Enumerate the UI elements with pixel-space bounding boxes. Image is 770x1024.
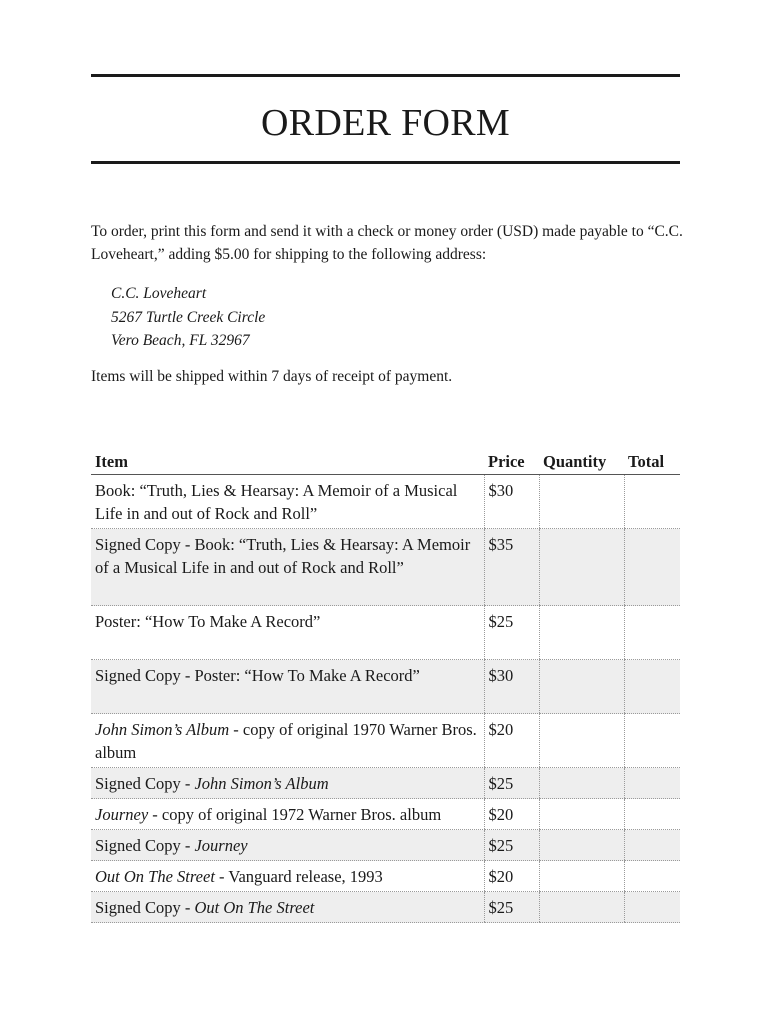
address-street: 5267 Turtle Creek Circle — [111, 308, 266, 326]
total-cell[interactable] — [624, 660, 680, 714]
price-cell: $30 — [484, 475, 539, 529]
quantity-cell[interactable] — [539, 529, 624, 606]
quantity-cell[interactable] — [539, 660, 624, 714]
shipping-note: Items will be shipped within 7 days of receipt of payment. — [91, 368, 453, 385]
table-header-row — [91, 447, 680, 475]
total-cell[interactable] — [624, 606, 680, 660]
column-header-quantity: Quantity — [539, 447, 624, 475]
quantity-cell[interactable] — [539, 861, 624, 892]
table-row — [91, 861, 680, 892]
quantity-cell[interactable] — [539, 830, 624, 861]
price-cell: $25 — [484, 768, 539, 799]
item-description: - Vanguard release, 1993 — [214, 867, 383, 886]
item-cell — [91, 475, 484, 529]
table-row — [91, 529, 680, 606]
item-cell — [91, 529, 484, 606]
table-row — [91, 768, 680, 799]
price-cell: $25 — [484, 892, 539, 923]
price-cell: $30 — [484, 660, 539, 714]
table-row — [91, 606, 680, 660]
item-cell — [91, 660, 484, 714]
table-row — [91, 714, 680, 768]
total-cell[interactable] — [624, 892, 680, 923]
quantity-cell[interactable] — [539, 799, 624, 830]
order-table — [91, 447, 680, 923]
title-top-rule — [91, 74, 680, 77]
item-description: - copy of original 1972 Warner Bros. album — [148, 805, 442, 824]
column-header-item: Item — [91, 447, 484, 475]
table-row — [91, 799, 680, 830]
total-cell[interactable] — [624, 830, 680, 861]
item-description: Book: “Truth, Lies & Hearsay: A Memoir of a Musical Life in and out of Rock and Roll” — [95, 481, 458, 523]
column-header-total: Total — [624, 447, 680, 475]
price-cell: $25 — [484, 830, 539, 861]
item-cell — [91, 861, 484, 892]
total-cell[interactable] — [624, 768, 680, 799]
total-cell[interactable] — [624, 714, 680, 768]
item-title: Out On The Street — [194, 898, 315, 917]
item-cell — [91, 830, 484, 861]
total-cell[interactable] — [624, 861, 680, 892]
item-description: Poster: “How To Make A Record” — [95, 612, 321, 631]
quantity-cell[interactable] — [539, 606, 624, 660]
quantity-cell[interactable] — [539, 892, 624, 923]
address-name: C.C. Loveheart — [111, 285, 207, 302]
item-cell — [91, 799, 484, 830]
address-city: Vero Beach, FL 32967 — [111, 332, 250, 349]
item-description: Poster: “How To Make A Record” — [194, 666, 420, 685]
item-prefix: Signed Copy - — [95, 666, 195, 685]
item-cell — [91, 606, 484, 660]
item-title: John Simon’s Album — [194, 774, 329, 793]
item-cell — [91, 714, 484, 768]
item-title: Journey — [194, 836, 248, 855]
item-prefix: Signed Copy - — [95, 774, 195, 793]
item-title: John Simon’s Album — [95, 720, 230, 739]
item-cell — [91, 892, 484, 923]
price-cell: $20 — [484, 861, 539, 892]
column-header-price: Price — [484, 447, 539, 475]
item-prefix: Signed Copy - — [95, 898, 195, 917]
order-instructions: To order, print this form and send it with a check or money order (USD) made payable to “C.C. Loveheart,” adding $5.00 for shipping to the following address: — [91, 223, 683, 263]
table-row — [91, 892, 680, 923]
table-row — [91, 660, 680, 714]
price-cell: $20 — [484, 714, 539, 768]
item-description: Book: “Truth, Lies & Hearsay: A Memoir of a Musical Life in and out of Rock and Roll” — [95, 535, 471, 577]
table-row — [91, 830, 680, 861]
total-cell[interactable] — [624, 475, 680, 529]
quantity-cell[interactable] — [539, 768, 624, 799]
price-cell: $35 — [484, 529, 539, 606]
item-prefix: Signed Copy - — [95, 836, 195, 855]
total-cell[interactable] — [624, 799, 680, 830]
item-title: Journey — [95, 805, 149, 824]
item-description: - copy of original 1970 Warner Bros. album — [95, 720, 477, 762]
quantity-cell[interactable] — [539, 714, 624, 768]
total-cell[interactable] — [624, 529, 680, 606]
item-title: Out On The Street — [95, 867, 215, 886]
mailing-address — [111, 282, 265, 353]
table-row — [91, 475, 680, 529]
page-title: ORDER FORM — [261, 102, 510, 144]
quantity-cell[interactable] — [539, 475, 624, 529]
item-cell — [91, 768, 484, 799]
price-cell: $25 — [484, 606, 539, 660]
item-prefix: Signed Copy - — [95, 535, 195, 554]
price-cell: $20 — [484, 799, 539, 830]
title-bottom-rule — [91, 161, 680, 164]
